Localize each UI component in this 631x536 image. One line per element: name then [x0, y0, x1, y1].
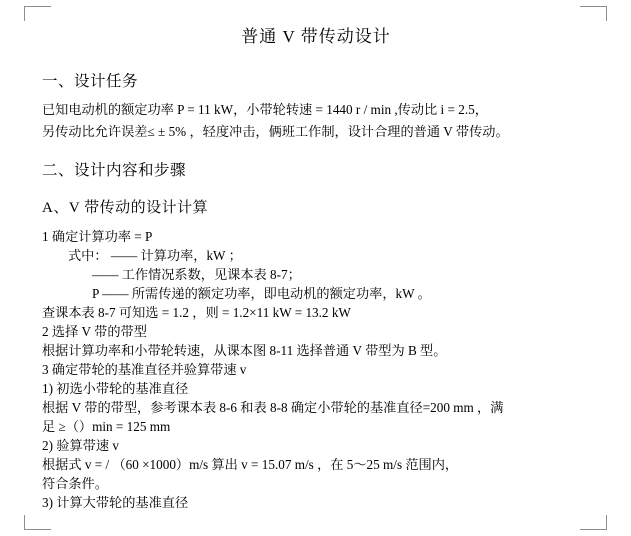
step-line-7: 根据计算功率和小带轮转速，从课本图 8-11 选择普通 V 带型为 B 型。 [42, 343, 447, 358]
step-line-12: 2) 验算带速 v [42, 438, 119, 453]
section-heading-1: 一、设计任务 [42, 73, 139, 90]
step-line-11: 足 ≥（）min = 125 mm [42, 419, 171, 434]
crop-mark-bottom-right [580, 515, 607, 530]
subsection-heading-a: A、V 带传动的设计计算 [42, 200, 209, 216]
section-heading-2: 二、设计内容和步骤 [42, 162, 187, 179]
section-1-paragraph-1: 已知电动机的额定功率 P = 11 kW，小带轮转速 = 1440 r / min ,传动比 i = 2.5， [42, 102, 488, 117]
section-1-paragraph-2: 另传动比允许误差≤ ± 5% ，轻度冲击，俩班工作制，设计合理的普通 V 带传动。 [42, 124, 509, 139]
crop-mark-bottom-left [24, 515, 51, 530]
step-line-14: 符合条件。 [42, 476, 108, 491]
step-line-5: 查课本表 8-7 可知选 = 1.2 ，则 = 1.2×11 kW = 13.2 kW [42, 305, 351, 320]
step-line-9: 1) 初选小带轮的基准直径 [42, 381, 189, 396]
step-line-2: 式中： —— 计算功率，kW ； [68, 248, 242, 263]
step-line-6: 2 选择 V 带的带型 [42, 324, 147, 339]
step-line-3: —— 工作情况系数，见课本表 8-7； [92, 267, 301, 282]
step-line-15: 3) 计算大带轮的基准直径 [42, 495, 189, 510]
step-line-1: 1 确定计算功率 = P [42, 229, 153, 244]
step-line-8: 3 确定带轮的基准直径并验算带速 v [42, 362, 247, 377]
step-line-13: 根据式 v = / （60 ×1000）m/s 算出 v = 15.07 m/s ，在 5～25 m/s 范围内， [42, 457, 459, 472]
document-body [42, 16, 590, 512]
step-line-10: 根据 V 带的带型，参考课本表 8-6 和表 8-8 确定小带轮的基准直径=200 mm ，满 [42, 400, 504, 415]
step-line-4: P —— 所需传递的额定功率，即电动机的额定功率，kW 。 [92, 286, 431, 301]
page-title: 普通 V 带传动设计 [241, 27, 391, 46]
